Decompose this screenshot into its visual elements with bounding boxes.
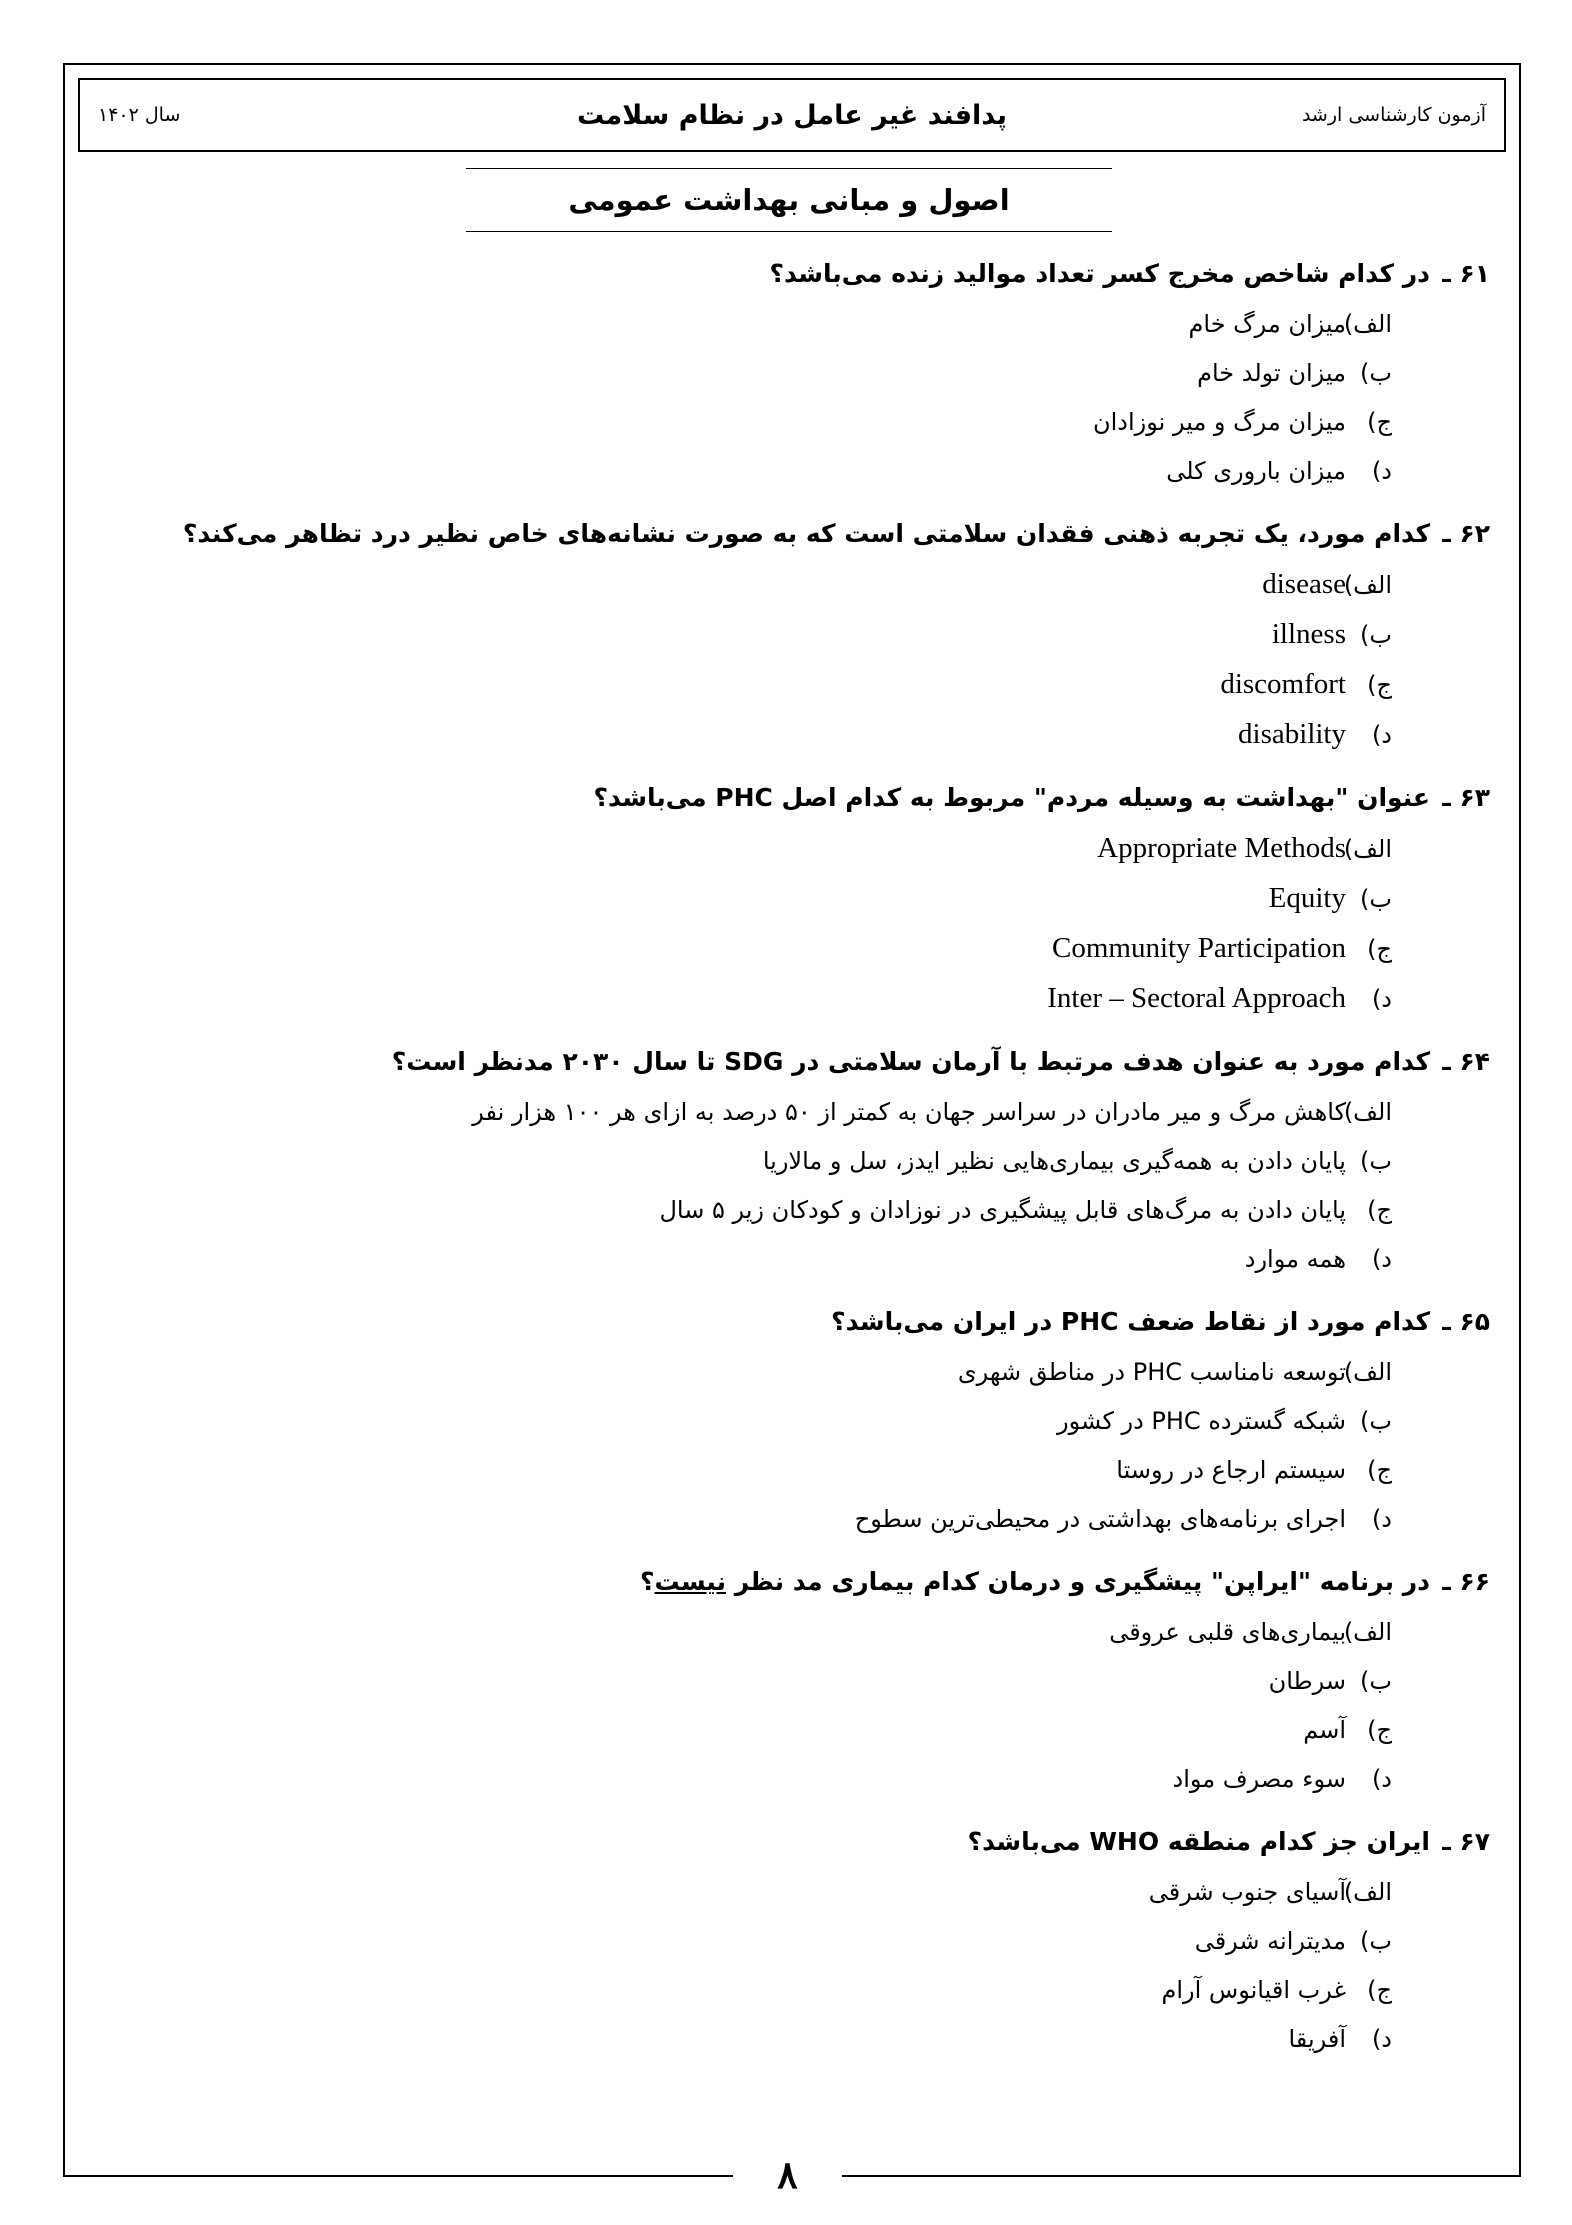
option-a[interactable]	[150, 560, 1392, 610]
option-d[interactable]	[150, 447, 1392, 496]
option-label: د)	[1371, 1765, 1392, 1793]
question-number: ۶۵ ـ	[1442, 1307, 1490, 1336]
question-62	[150, 508, 1490, 760]
option-a[interactable]	[150, 1608, 1392, 1657]
question-number: ۶۶ ـ	[1442, 1567, 1490, 1596]
option-b[interactable]	[150, 610, 1392, 660]
option-label: ج)	[1367, 671, 1392, 699]
option-label: الف)	[1343, 1878, 1392, 1906]
option-label: ب)	[1360, 359, 1392, 387]
question-text-part: در برنامه "ایراپن" پیشگیری و درمان کدام بیماری مد نظر	[726, 1567, 1430, 1596]
exam-year: سال ۱۴۰۲	[98, 104, 181, 126]
option-text: مدیترانه شرقی	[1194, 1927, 1346, 1955]
question-stem	[150, 1296, 1490, 1348]
option-list	[150, 1608, 1490, 1804]
option-text: Inter – Sectoral Approach	[1047, 982, 1346, 1014]
option-list	[150, 1348, 1490, 1544]
option-b[interactable]	[150, 1657, 1392, 1706]
option-text: discomfort	[1220, 668, 1346, 700]
option-label: ب)	[1360, 1407, 1392, 1435]
option-c[interactable]	[150, 398, 1392, 447]
question-number: ۶۷ ـ	[1442, 1827, 1490, 1856]
question-stem	[150, 1556, 1490, 1608]
question-66	[150, 1556, 1490, 1804]
option-b[interactable]	[150, 874, 1392, 924]
option-text: آسم	[1303, 1716, 1346, 1744]
option-b[interactable]	[150, 1137, 1392, 1186]
option-text: اجرای برنامه‌های بهداشتی در محیطی‌ترین سطوح	[854, 1505, 1346, 1533]
question-67	[150, 1816, 1490, 2064]
option-b[interactable]	[150, 1917, 1392, 1966]
option-label: ج)	[1367, 1976, 1392, 2004]
option-label: ب)	[1360, 1927, 1392, 1955]
footer-rule	[842, 2175, 1521, 2177]
option-label: الف)	[1343, 1358, 1392, 1386]
option-d[interactable]	[150, 974, 1392, 1024]
question-text: کدام مورد از نقاط ضعف PHC در ایران می‌باشد؟	[831, 1307, 1430, 1336]
question-61	[150, 248, 1490, 496]
option-list	[150, 300, 1490, 496]
option-label: الف)	[1343, 835, 1392, 863]
option-text: کاهش مرگ و میر مادران در سراسر جهان به کمتر از ۵۰ درصد به ازای هر ۱۰۰ هزار نفر	[472, 1098, 1346, 1126]
option-text: سرطان	[1268, 1667, 1346, 1695]
option-label: ج)	[1367, 1456, 1392, 1484]
option-c[interactable]	[150, 924, 1392, 974]
option-text: غرب اقیانوس آرام	[1161, 1976, 1346, 2004]
option-label: ج)	[1367, 408, 1392, 436]
option-text: همه موارد	[1244, 1245, 1346, 1273]
option-text: میزان باروری کلی	[1166, 457, 1346, 485]
option-text: میزان مرگ خام	[1188, 310, 1346, 338]
option-label: د)	[1371, 1245, 1392, 1273]
option-label: الف)	[1343, 1618, 1392, 1646]
option-text: disability	[1238, 718, 1346, 750]
option-list	[150, 824, 1490, 1024]
option-a[interactable]	[150, 1348, 1392, 1397]
question-list	[150, 248, 1490, 2076]
question-text: عنوان "بهداشت به وسیله مردم" مربوط به کدام اصل PHC می‌باشد؟	[593, 783, 1430, 812]
option-text: Equity	[1268, 882, 1346, 914]
option-a[interactable]	[150, 300, 1392, 349]
question-text: ایران جز کدام منطقه WHO می‌باشد؟	[967, 1827, 1430, 1856]
question-number: ۶۳ ـ	[1442, 783, 1490, 812]
option-label: الف)	[1343, 571, 1392, 599]
option-text: پایان دادن به همه‌گیری بیماری‌هایی نظیر ایدز، سل و مالاریا	[762, 1147, 1346, 1175]
question-text: در کدام شاخص مخرج کسر تعداد موالید زنده می‌باشد؟	[769, 259, 1430, 288]
option-c[interactable]	[150, 1186, 1392, 1235]
exam-name: آزمون کارشناسی ارشد	[1301, 104, 1486, 126]
option-d[interactable]	[150, 710, 1392, 760]
option-a[interactable]	[150, 1868, 1392, 1917]
question-stem	[150, 1816, 1490, 1868]
option-list	[150, 1868, 1490, 2064]
question-stem	[150, 772, 1490, 824]
option-text: شبکه گسترده PHC در کشور	[1057, 1407, 1346, 1435]
option-label: ب)	[1360, 1667, 1392, 1695]
question-65	[150, 1296, 1490, 1544]
option-text: میزان تولد خام	[1197, 359, 1346, 387]
option-text: آفریقا	[1288, 2025, 1346, 2053]
option-text: disease	[1262, 568, 1346, 600]
option-text: میزان مرگ و میر نوزادان	[1093, 408, 1346, 436]
option-text: پایان دادن به مرگ‌های قابل پیشگیری در نوزادان و کودکان زیر ۵ سال	[659, 1196, 1346, 1224]
option-text: توسعه نامناسب PHC در مناطق شهری	[957, 1358, 1346, 1386]
page-number: ۸	[777, 2152, 798, 2197]
option-text: Appropriate Methods	[1097, 832, 1346, 864]
option-label: ب)	[1360, 621, 1392, 649]
question-stem	[150, 508, 1490, 560]
option-label: ج)	[1367, 1716, 1392, 1744]
question-number: ۶۱ ـ	[1442, 259, 1490, 288]
question-text-part: ؟	[640, 1567, 655, 1596]
option-d[interactable]	[150, 2015, 1392, 2064]
question-number: ۶۴ ـ	[1442, 1047, 1490, 1076]
question-text: کدام مورد، یک تجربه ذهنی فقدان سلامتی است که به صورت نشانه‌های خاص نظیر درد تظاهر می‌کند؟	[182, 519, 1430, 548]
question-text-emphasis: نیست	[654, 1567, 727, 1596]
option-d[interactable]	[150, 1495, 1392, 1544]
option-c[interactable]	[150, 1966, 1392, 2015]
question-64	[150, 1036, 1490, 1284]
option-label: د)	[1371, 457, 1392, 485]
question-stem	[150, 248, 1490, 300]
option-c[interactable]	[150, 1706, 1392, 1755]
question-text	[640, 1556, 1430, 1608]
question-number: ۶۲ ـ	[1442, 519, 1490, 548]
option-label: ب)	[1360, 885, 1392, 913]
option-a[interactable]	[150, 1088, 1392, 1137]
option-label: د)	[1371, 2025, 1392, 2053]
option-text: سوء مصرف مواد	[1172, 1765, 1346, 1793]
option-text: بیماری‌های قلبی عروقی	[1109, 1618, 1346, 1646]
option-d[interactable]	[150, 1755, 1392, 1804]
exam-header	[78, 78, 1506, 152]
option-text: Community Participation	[1051, 932, 1346, 964]
option-label: الف)	[1343, 310, 1392, 338]
footer-rule	[63, 2175, 733, 2177]
section-title: اصول و مبانی بهداشت عمومی	[466, 168, 1112, 232]
exam-title: پدافند غیر عامل در نظام سلامت	[576, 99, 1008, 131]
option-label: ج)	[1367, 1196, 1392, 1224]
option-a[interactable]	[150, 824, 1392, 874]
option-b[interactable]	[150, 1397, 1392, 1446]
option-label: د)	[1371, 1505, 1392, 1533]
option-d[interactable]	[150, 1235, 1392, 1284]
question-stem	[150, 1036, 1490, 1088]
option-c[interactable]	[150, 660, 1392, 710]
option-text: سیستم ارجاع در روستا	[1116, 1456, 1346, 1484]
option-c[interactable]	[150, 1446, 1392, 1495]
option-label: ب)	[1360, 1147, 1392, 1175]
option-text: آسیای جنوب شرقی	[1148, 1878, 1346, 1906]
option-list	[150, 560, 1490, 760]
option-list	[150, 1088, 1490, 1284]
option-label: الف)	[1343, 1098, 1392, 1126]
option-label: د)	[1371, 985, 1392, 1013]
question-text: کدام مورد به عنوان هدف مرتبط با آرمان سلامتی در SDG تا سال ۲۰۳۰ مدنظر است؟	[391, 1047, 1430, 1076]
option-text: illness	[1271, 618, 1346, 650]
option-label: ج)	[1367, 935, 1392, 963]
option-label: د)	[1371, 721, 1392, 749]
option-b[interactable]	[150, 349, 1392, 398]
question-63	[150, 772, 1490, 1024]
